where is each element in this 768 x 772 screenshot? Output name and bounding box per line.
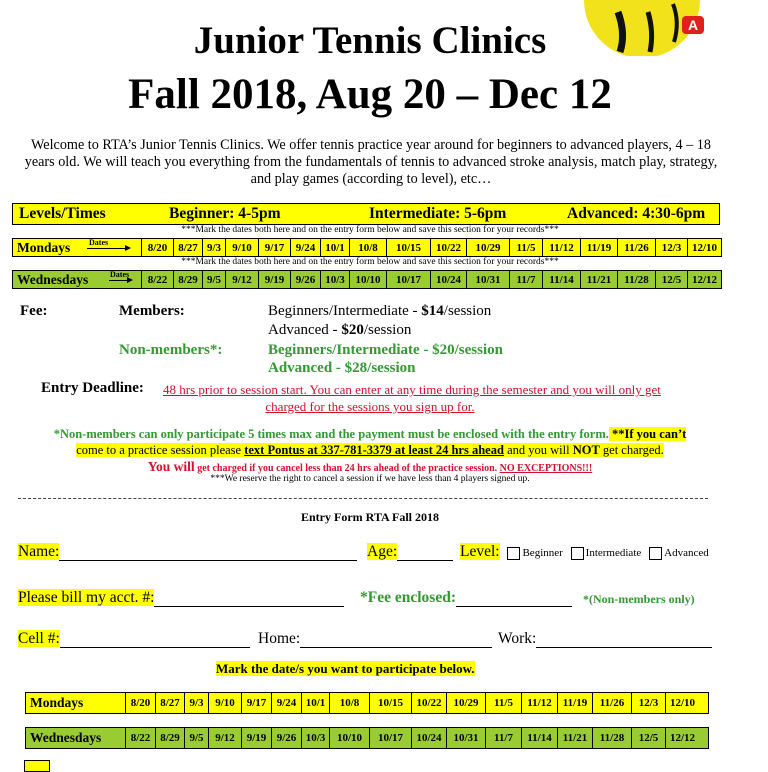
- date-cell[interactable]: 11/26: [592, 693, 631, 713]
- date-cell[interactable]: 11/5: [485, 693, 521, 713]
- mark-note: ***Mark the dates both here and on the entry form below and save this section for your records***: [181, 225, 559, 235]
- date-cell[interactable]: 9/26: [271, 728, 301, 748]
- name-label: Name:: [18, 543, 60, 560]
- charge-notice: You will get charged if you cancel less than 24 hrs ahead of the practice session. NO EXCEPTIONS!!!: [147, 459, 593, 474]
- members-label: Members:: [119, 303, 185, 319]
- date-cell[interactable]: 10/8: [329, 693, 369, 713]
- mark-dates-instruction: Mark the date/s you want to participate below.: [216, 661, 475, 676]
- date-cell[interactable]: 11/19: [580, 239, 617, 256]
- levels-label: Levels/Times: [19, 205, 106, 222]
- monday-label: Mondays Dates: [13, 239, 141, 256]
- fee-enclosed-field[interactable]: [456, 590, 572, 607]
- date-cell[interactable]: 12/3: [655, 239, 687, 256]
- bill-row: [18, 589, 344, 607]
- date-cell[interactable]: 11/19: [557, 693, 592, 713]
- cell-row: [18, 630, 250, 648]
- fee-label: Fee:: [20, 303, 48, 319]
- date-cell[interactable]: 9/3: [202, 239, 225, 256]
- deadline-text-2: charged for the sessions you sign up for.: [265, 399, 475, 414]
- date-cell[interactable]: 10/10: [349, 271, 386, 288]
- fee-enclosed-row: [360, 589, 572, 607]
- work-label: Work:: [498, 630, 537, 647]
- date-cell[interactable]: 8/29: [155, 728, 184, 748]
- date-cell[interactable]: 12/10: [687, 239, 721, 256]
- date-cell[interactable]: 10/22: [411, 693, 446, 713]
- level-row: Level: Beginner Intermediate Advanced: [460, 543, 709, 560]
- nonmember-notice: *Non-members can only participate 5 times max and the payment must be enclosed with the entry form. **If you can’t: [53, 427, 687, 441]
- date-cell[interactable]: 9/5: [202, 271, 225, 288]
- date-cell[interactable]: 9/17: [258, 239, 290, 256]
- date-cell[interactable]: 10/3: [301, 728, 329, 748]
- date-cell[interactable]: 10/29: [466, 239, 509, 256]
- home-field[interactable]: [300, 631, 492, 648]
- intermediate-time: Intermediate: 5-6pm: [369, 205, 507, 222]
- level-label: Level:: [460, 543, 500, 560]
- svg-text:A: A: [687, 17, 699, 33]
- reserve-notice: ***We reserve the right to cancel a session if we have less than 4 players signed up.: [210, 474, 530, 484]
- arrow-icon: [109, 280, 131, 281]
- nonmembers-only-note: *(Non-members only): [583, 592, 695, 606]
- date-cell[interactable]: 11/28: [617, 271, 655, 288]
- date-cell[interactable]: 9/10: [225, 239, 258, 256]
- bottom-wednesday-dates: [25, 727, 709, 749]
- date-cell[interactable]: 12/5: [631, 728, 665, 748]
- divider: [18, 498, 708, 499]
- account-field[interactable]: [154, 590, 344, 607]
- age-row: [367, 543, 453, 561]
- date-cell[interactable]: 11/28: [592, 728, 631, 748]
- nonmembers-label: Non-members*:: [119, 342, 223, 358]
- date-cell[interactable]: 9/24: [271, 693, 301, 713]
- date-cell[interactable]: 10/1: [301, 693, 329, 713]
- date-cell[interactable]: 11/5: [509, 239, 542, 256]
- date-cell[interactable]: 12/12: [665, 728, 699, 748]
- entry-form-title: Entry Form RTA Fall 2018: [300, 510, 439, 524]
- date-cell[interactable]: 9/3: [184, 693, 208, 713]
- date-cell[interactable]: 10/29: [446, 693, 485, 713]
- date-cell[interactable]: 10/22: [430, 239, 466, 256]
- members-fee-1: Beginners/Intermediate - $14/session: [268, 303, 492, 319]
- date-cell[interactable]: 8/27: [173, 239, 202, 256]
- home-label: Home:: [258, 630, 301, 647]
- date-cell[interactable]: 10/10: [329, 728, 369, 748]
- cell-label: Cell #:: [18, 630, 60, 647]
- date-cell[interactable]: 10/17: [386, 271, 430, 288]
- date-cell[interactable]: 8/20: [125, 693, 155, 713]
- home-row: [258, 630, 492, 648]
- intro-text: Welcome to RTA’s Junior Tennis Clinics. We offer tennis practice year around for beginners to advanced players, 4 – 18 years old. We will teach you everything from the fundamentals of tennis to advanced stroke analysis, match play, strategy, and play games (according to level), etc…: [24, 137, 718, 187]
- nonmembers-fee-1: Beginners/Intermediate - $20/session: [268, 342, 503, 358]
- dates-tag: Dates: [110, 270, 130, 279]
- date-cell[interactable]: 8/29: [173, 271, 202, 288]
- dates-tag: Dates: [89, 238, 109, 247]
- advanced-time: Advanced: 4:30-6pm: [567, 205, 706, 222]
- date-cell[interactable]: 10/31: [446, 728, 485, 748]
- page-title: Junior Tennis Clinics: [193, 19, 547, 62]
- deadline-label: Entry Deadline:: [41, 380, 144, 396]
- date-cell[interactable]: 9/26: [290, 271, 320, 288]
- date-cell[interactable]: 8/27: [155, 693, 184, 713]
- date-cell[interactable]: 11/14: [521, 728, 557, 748]
- date-cell[interactable]: 12/12: [687, 271, 721, 288]
- date-cell[interactable]: 12/5: [655, 271, 687, 288]
- nonmembers-fee-2: Advanced - $28/session: [268, 360, 416, 376]
- name-row: [18, 543, 357, 561]
- date-cell[interactable]: 10/8: [349, 239, 386, 256]
- date-cell[interactable]: 11/26: [617, 239, 655, 256]
- date-cell[interactable]: 8/22: [141, 271, 173, 288]
- cell-field[interactable]: [60, 631, 250, 648]
- date-cell[interactable]: 9/19: [241, 728, 271, 748]
- date-cell[interactable]: 9/19: [258, 271, 290, 288]
- top-wednesday-dates: [12, 270, 722, 289]
- date-cell[interactable]: 9/10: [208, 693, 241, 713]
- intermediate-checkbox[interactable]: [571, 547, 584, 560]
- date-cell[interactable]: 11/12: [521, 693, 557, 713]
- date-cell[interactable]: 11/7: [485, 728, 521, 748]
- date-cell[interactable]: 8/22: [125, 728, 155, 748]
- members-fee-2: Advanced - $20/session: [268, 322, 412, 338]
- work-field[interactable]: [536, 631, 712, 648]
- date-cell[interactable]: 11/7: [509, 271, 542, 288]
- work-row: [498, 630, 712, 648]
- date-cell[interactable]: 9/12: [208, 728, 241, 748]
- wednesday-label: Wednesdays Dates: [17, 270, 130, 287]
- advanced-checkbox[interactable]: [649, 547, 662, 560]
- beginner-checkbox[interactable]: [507, 547, 520, 560]
- date-cell[interactable]: 12/10: [665, 693, 699, 713]
- date-cell[interactable]: 9/5: [184, 728, 208, 748]
- date-cell[interactable]: 10/31: [466, 271, 509, 288]
- top-monday-dates: [12, 238, 722, 257]
- name-field[interactable]: [59, 544, 357, 561]
- levels-times-bar: [12, 203, 720, 225]
- date-cell[interactable]: 11/12: [542, 239, 580, 256]
- deadline-text-1: 48 hrs prior to session start. You can enter at any time during the semester and you will only get: [163, 382, 661, 397]
- date-cell[interactable]: 9/12: [225, 271, 258, 288]
- date-cell[interactable]: 9/24: [290, 239, 320, 256]
- date-cell[interactable]: 9/17: [241, 693, 271, 713]
- cancel-notice: come to a practice session please text Pontus at 337-781-3379 at least 24 hrs ahead and you will NOT get charged.: [76, 443, 664, 457]
- date-cell[interactable]: 12/3: [631, 693, 665, 713]
- date-cell[interactable]: 10/24: [411, 728, 446, 748]
- date-cell[interactable]: 11/14: [542, 271, 580, 288]
- beginner-time: Beginner: 4-5pm: [169, 205, 281, 222]
- bill-label: Please bill my acct. #:: [18, 589, 155, 606]
- monday-label: Mondays: [30, 695, 84, 710]
- arrow-icon: [87, 248, 129, 249]
- age-label: Age:: [367, 543, 398, 560]
- date-cell[interactable]: 10/15: [369, 693, 411, 713]
- date-cell[interactable]: 10/1: [320, 239, 349, 256]
- date-cell[interactable]: 10/24: [430, 271, 466, 288]
- wednesday-label: Wednesdays: [30, 730, 102, 745]
- fee-enclosed-label: *Fee enclosed:: [360, 589, 456, 606]
- date-cell[interactable]: 11/21: [580, 271, 617, 288]
- age-field[interactable]: [397, 544, 453, 561]
- date-cell[interactable]: 8/20: [141, 239, 173, 256]
- date-cell[interactable]: 10/3: [320, 271, 349, 288]
- page-subtitle: Fall 2018, Aug 20 – Dec 12: [128, 71, 612, 118]
- legend-swatch: [24, 760, 50, 772]
- date-cell[interactable]: 10/15: [386, 239, 430, 256]
- date-cell[interactable]: 10/17: [369, 728, 411, 748]
- mark-note-2: ***Mark the dates both here and on the entry form below and save this section for your records***: [181, 257, 559, 267]
- date-cell[interactable]: 11/21: [557, 728, 592, 748]
- bottom-monday-dates: [25, 692, 709, 714]
